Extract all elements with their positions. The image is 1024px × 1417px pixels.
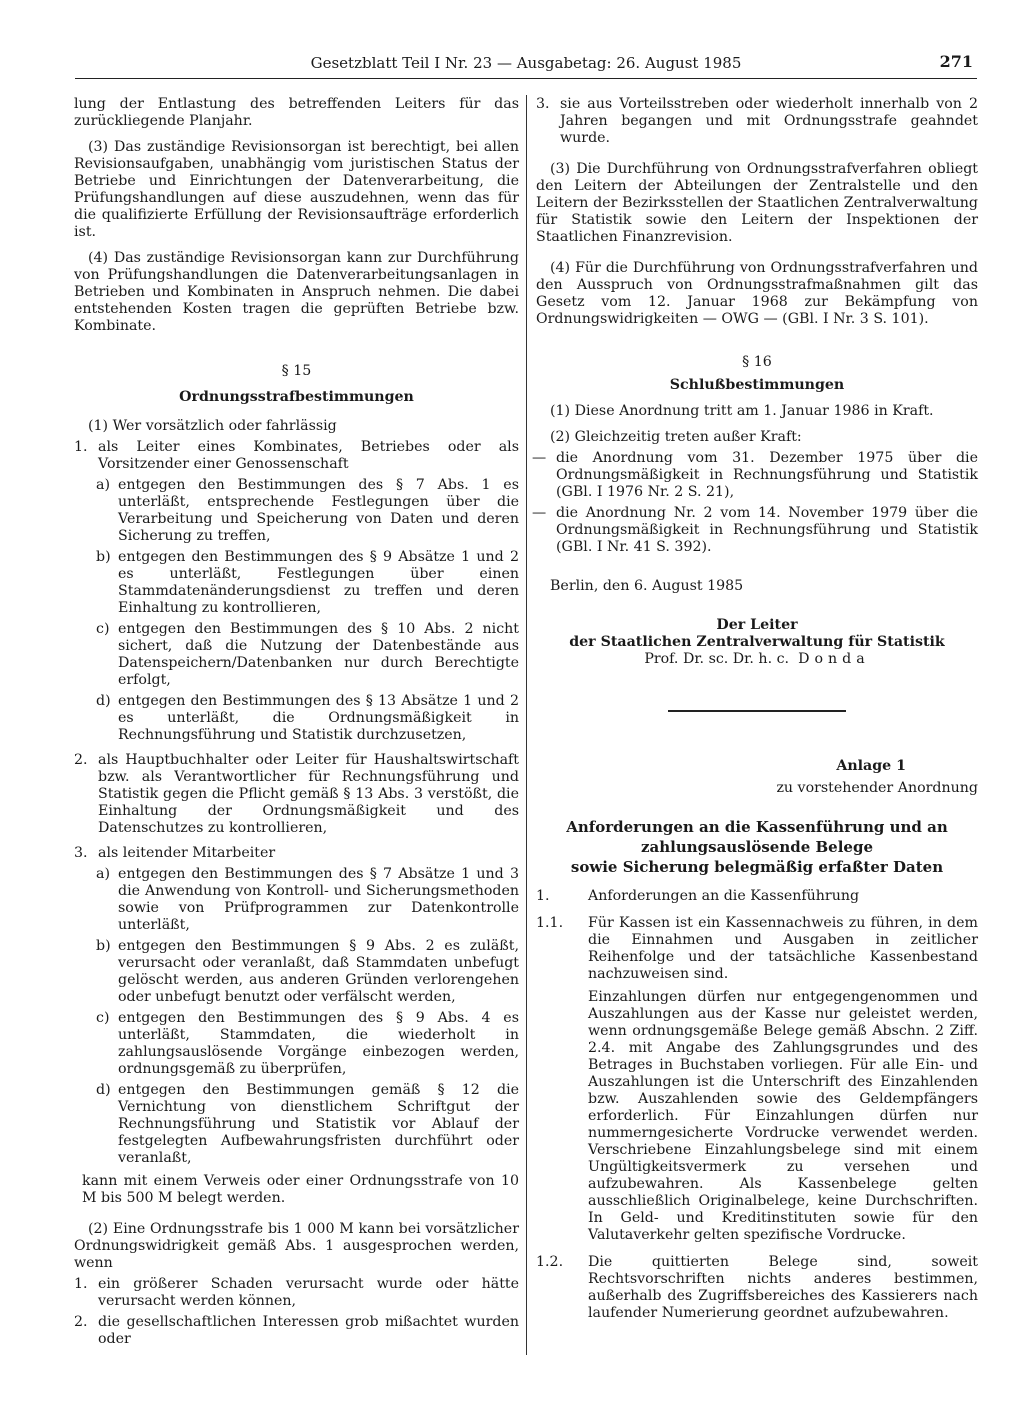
list-item-3a [96, 866, 519, 934]
section-text: Für Kassen ist ein Kassennachweis zu führen, in dem die Einnahmen und Ausgaben in zeitlicher Reihenfolge und der tatsächliche Kassenbestand nachzuweisen sind. [588, 915, 978, 982]
separator-rule [668, 710, 846, 712]
list-label: b) [96, 938, 111, 954]
page-header [75, 52, 977, 79]
list-label: 3. [536, 96, 550, 112]
list-label: c) [96, 1010, 110, 1026]
right-column [532, 96, 978, 1322]
paragraph-4: (4) Das zuständige Revisionsorgan kann zur Durchführung von Prüfungshandlungen die Datenverarbeitungsanlagen in Betrieben und Kombinaten in Anspruch nehmen. Die dabei entstehenden Kosten tragen die geprüften Betriebe bzw. Kombinate. [74, 250, 519, 334]
signatory-titles: Prof. Dr. sc. Dr. h. c. [644, 651, 790, 667]
list-item-3c [96, 1010, 519, 1078]
dash-label: — [532, 505, 547, 521]
dash-label: — [532, 450, 547, 466]
section-16-para-2: (2) Gleichzeitig treten außer Kraft: [550, 429, 802, 445]
list-label: 2. [74, 1314, 88, 1330]
list-text: entgegen den Bestimmungen des § 10 Abs. 2 nicht sichert, daß die Nutzung der Datenbestände aus Datenspeichern/Datenbanken nur durch Berechtigte erfolgt, [118, 621, 519, 688]
list-item-1c [96, 621, 519, 689]
section-15-number: § 15 [281, 363, 312, 379]
signatory-name: Donda [798, 651, 870, 667]
list-label: d) [96, 693, 111, 709]
section-label: 1.1. [536, 915, 564, 931]
annex-section-1-2 [536, 1254, 978, 1322]
list-item-3 [74, 845, 519, 862]
list-text: entgegen den Bestimmungen des § 13 Absätze 1 und 2 es unterläßt, die Ordnungsmäßigkeit in Rechnungsführung und Statistik durchzusetzen, [118, 693, 519, 743]
section-text: Anforderungen an die Kassenführung [588, 888, 860, 904]
list-item-3d [96, 1082, 519, 1167]
header-title: Gesetzblatt Teil I Nr. 23 — Ausgabetag: 26. August 1985 [310, 54, 742, 72]
left-column [74, 96, 519, 1348]
annex-heading-line-2: zahlungsauslösende Belege [640, 838, 873, 856]
annex-title: Anlage 1 [836, 758, 906, 774]
repealed-item-2 [532, 505, 978, 556]
signatory-title-2: der Staatlichen Zentralverwaltung für Statistik [569, 634, 945, 650]
list-text: als Hauptbuchhalter oder Leiter für Haushaltswirtschaft bzw. als Verantwortlicher für Rechnungsführung und Statistik gegen die Pflicht gemäß § 13 Abs. 3 verstößt, die Einhaltung der Ordnungsmäßigkeit und des Datenschutzes zu kontrollieren, [98, 752, 519, 836]
condition-item-3 [536, 96, 978, 147]
list-item-1 [74, 439, 519, 473]
annex-section-1-1 [536, 915, 978, 983]
list-text: entgegen den Bestimmungen des § 7 Abs. 1 es unterläßt, entsprechende Festlegungen über die Verarbeitung und Speicherung von Daten und deren Sicherung zu treffen, [118, 477, 519, 544]
section-15-para-1: (1) Wer vorsätzlich oder fahrlässig [88, 418, 337, 434]
list-label: d) [96, 1082, 111, 1098]
annex-heading-line-3: sowie Sicherung belegmäßig erfaßter Daten [570, 858, 944, 876]
list-text: die gesellschaftlichen Interessen grob mißachtet wurden oder [98, 1314, 519, 1347]
list-text: die Anordnung Nr. 2 vom 14. November 1979 über die Ordnungsmäßigkeit in Rechnungsführung und Statistik (GBl. I Nr. 41 S. 392). [556, 505, 978, 555]
annex-heading-line-1: Anforderungen an die Kassenführung und an [566, 818, 948, 836]
condition-item-1 [74, 1276, 519, 1310]
paragraph-continuation: lung der Entlastung des betreffenden Leiters für das zurückliegende Planjahr. [74, 96, 519, 129]
signatory-title-1: Der Leiter [716, 617, 798, 633]
list-text: entgegen den Bestimmungen des § 9 Absätze 1 und 2 es unterläßt, Festlegungen über einen Stammdatenänderungsdienst zu treffen und deren Einhaltung zu kontrollieren, [118, 549, 519, 616]
list-text: entgegen den Bestimmungen gemäß § 12 die Vernichtung von dienstlichem Schriftgut der Rechnungsführung und Statistik vor Ablauf der festgelegten Aufbewahrungsfristen durchführt oder veranlaßt, [118, 1082, 519, 1166]
list-text: ein größerer Schaden verursacht wurde oder hätte verursacht werden können, [98, 1276, 519, 1309]
section-15-para-2: (2) Eine Ordnungsstrafe bis 1 000 M kann bei vorsätzlicher Ordnungswidrigkeit gemäß Abs. 1 ausgesprochen werden, wenn [74, 1221, 519, 1271]
signatory-name-line [536, 651, 978, 668]
list-text: als Leiter eines Kombinates, Betriebes oder als Vorsitzender einer Genossenschaft [98, 439, 519, 472]
column-divider [526, 95, 527, 1355]
place-date: Berlin, den 6. August 1985 [550, 578, 744, 594]
list-text: entgegen den Bestimmungen § 9 Abs. 2 es zuläßt, verursacht oder veranlaßt, daß Stammdaten unbefugt gelöscht werden, aus anderen Gründen verlorengehen oder unbefugt benutzt oder verfälscht werden, [118, 938, 519, 1005]
condition-item-2 [74, 1314, 519, 1348]
list-label: 2. [74, 752, 88, 768]
list-label: 3. [74, 845, 88, 861]
list-item-3b [96, 938, 519, 1006]
list-text: sie aus Vorteilsstreben oder wiederholt innerhalb von 2 Jahren begangen und mit Ordnungsstrafe geahndet wurde. [560, 96, 978, 146]
repealed-item-1 [532, 450, 978, 501]
section-16-title: Schlußbestimmungen [669, 377, 845, 393]
annex-section-1-1-para-2: Einzahlungen dürfen nur entgegengenommen und Auszahlungen aus der Kasse nur geleistet werden, wenn ordnungsgemäße Belege gemäß Abschn. 2 Ziff. 2.4. mit Angabe des Zahlungsgrundes und des Betrages in Buchstaben vorliegen. Für alle Ein- und Auszahlungen ist die Unterschrift des Einzahlenden bzw. Auszahlenden sowie des Geldempfängers erforderlich. Für Einzahlungen dürfen nur nummerngesicherte Vordrucke verwendet werden. Verschriebene Einzahlungsbelege sind mit einem Ungültigkeitsvermerk zu versehen und aufzubewahren. Als Kassenbelege gelten ausschließlich Originalbelege, keine Durchschriften. In Geld- und Kreditinstituten sowie für den Valutaverkehr gelten spezifische Vordrucke. [588, 989, 978, 1243]
page-number: 271 [939, 52, 973, 71]
section-text: Die quittierten Belege sind, soweit Rechtsvorschriften nichts anderes bestimmen, außerhalb des Zugriffsbereiches des Kassierers nach laufender Numerierung geordnet aufzubewahren. [588, 1254, 978, 1321]
section-15-title: Ordnungsstrafbestimmungen [179, 389, 414, 405]
list-label: 1. [74, 439, 88, 455]
section-label: 1.2. [536, 1254, 564, 1270]
list-label: c) [96, 621, 110, 637]
list-label: 1. [74, 1276, 88, 1292]
list-label: b) [96, 549, 111, 565]
section-15-para-3: (3) Die Durchführung von Ordnungsstrafverfahren obliegt den Leitern der Abteilungen der Zentralstelle und den Leitern der Bezirksstellen der Staatlichen Zentralverwaltung für Statistik sowie den Leitern der Inspektionen der Staatlichen Finanzrevision. [536, 161, 978, 245]
list-text: als leitender Mitarbeiter [98, 845, 276, 861]
annex-section-1 [536, 888, 978, 905]
list-item-1b [96, 549, 519, 617]
section-label: 1. [536, 888, 550, 904]
list-item-2 [74, 752, 519, 837]
list-item-1a [96, 477, 519, 545]
list-text: die Anordnung vom 31. Dezember 1975 über die Ordnungsmäßigkeit in Rechnungsführung und Statistik (GBl. I 1976 Nr. 2 S. 21), [556, 450, 978, 500]
penalty-clause: kann mit einem Verweis oder einer Ordnungsstrafe von 10 M bis 500 M belegt werden. [82, 1173, 519, 1206]
section-16-para-1: (1) Diese Anordnung tritt am 1. Januar 1986 in Kraft. [550, 403, 934, 419]
list-text: entgegen den Bestimmungen des § 7 Absätze 1 und 3 die Anwendung von Kontroll- und Sicherungsmethoden sowie von Prüfprogrammen zur Datenkontrolle unterläßt, [118, 866, 519, 933]
annex-subtitle: zu vorstehender Anordnung [776, 780, 978, 796]
list-text: entgegen den Bestimmungen des § 9 Abs. 4 es unterläßt, Stammdaten, die wiederholt in zahlungsauslösende Vorgänge einbezogen werden, ordnungsgemäß zu überprüfen, [118, 1010, 519, 1077]
list-item-1d [96, 693, 519, 744]
list-label: a) [96, 866, 110, 882]
section-16-number: § 16 [742, 354, 772, 370]
section-15-para-4: (4) Für die Durchführung von Ordnungsstrafverfahren und den Ausspruch von Ordnungsstrafmaßnahmen gilt das Gesetz vom 12. Januar 1968 zur Bekämpfung von Ordnungswidrigkeiten — OWG — (GBl. I Nr. 3 S. 101). [536, 260, 978, 327]
list-label: a) [96, 477, 110, 493]
paragraph-3: (3) Das zuständige Revisionsorgan ist berechtigt, bei allen Revisionsaufgaben, unabhängig vom juristischen Status der Betriebe und Einrichtungen der Datenverarbeitung, die Prüfungshandlungen auf diese auszudehnen, wenn das für die qualifizierte Erfüllung der Revisionsaufträge erforderlich ist. [74, 139, 519, 240]
